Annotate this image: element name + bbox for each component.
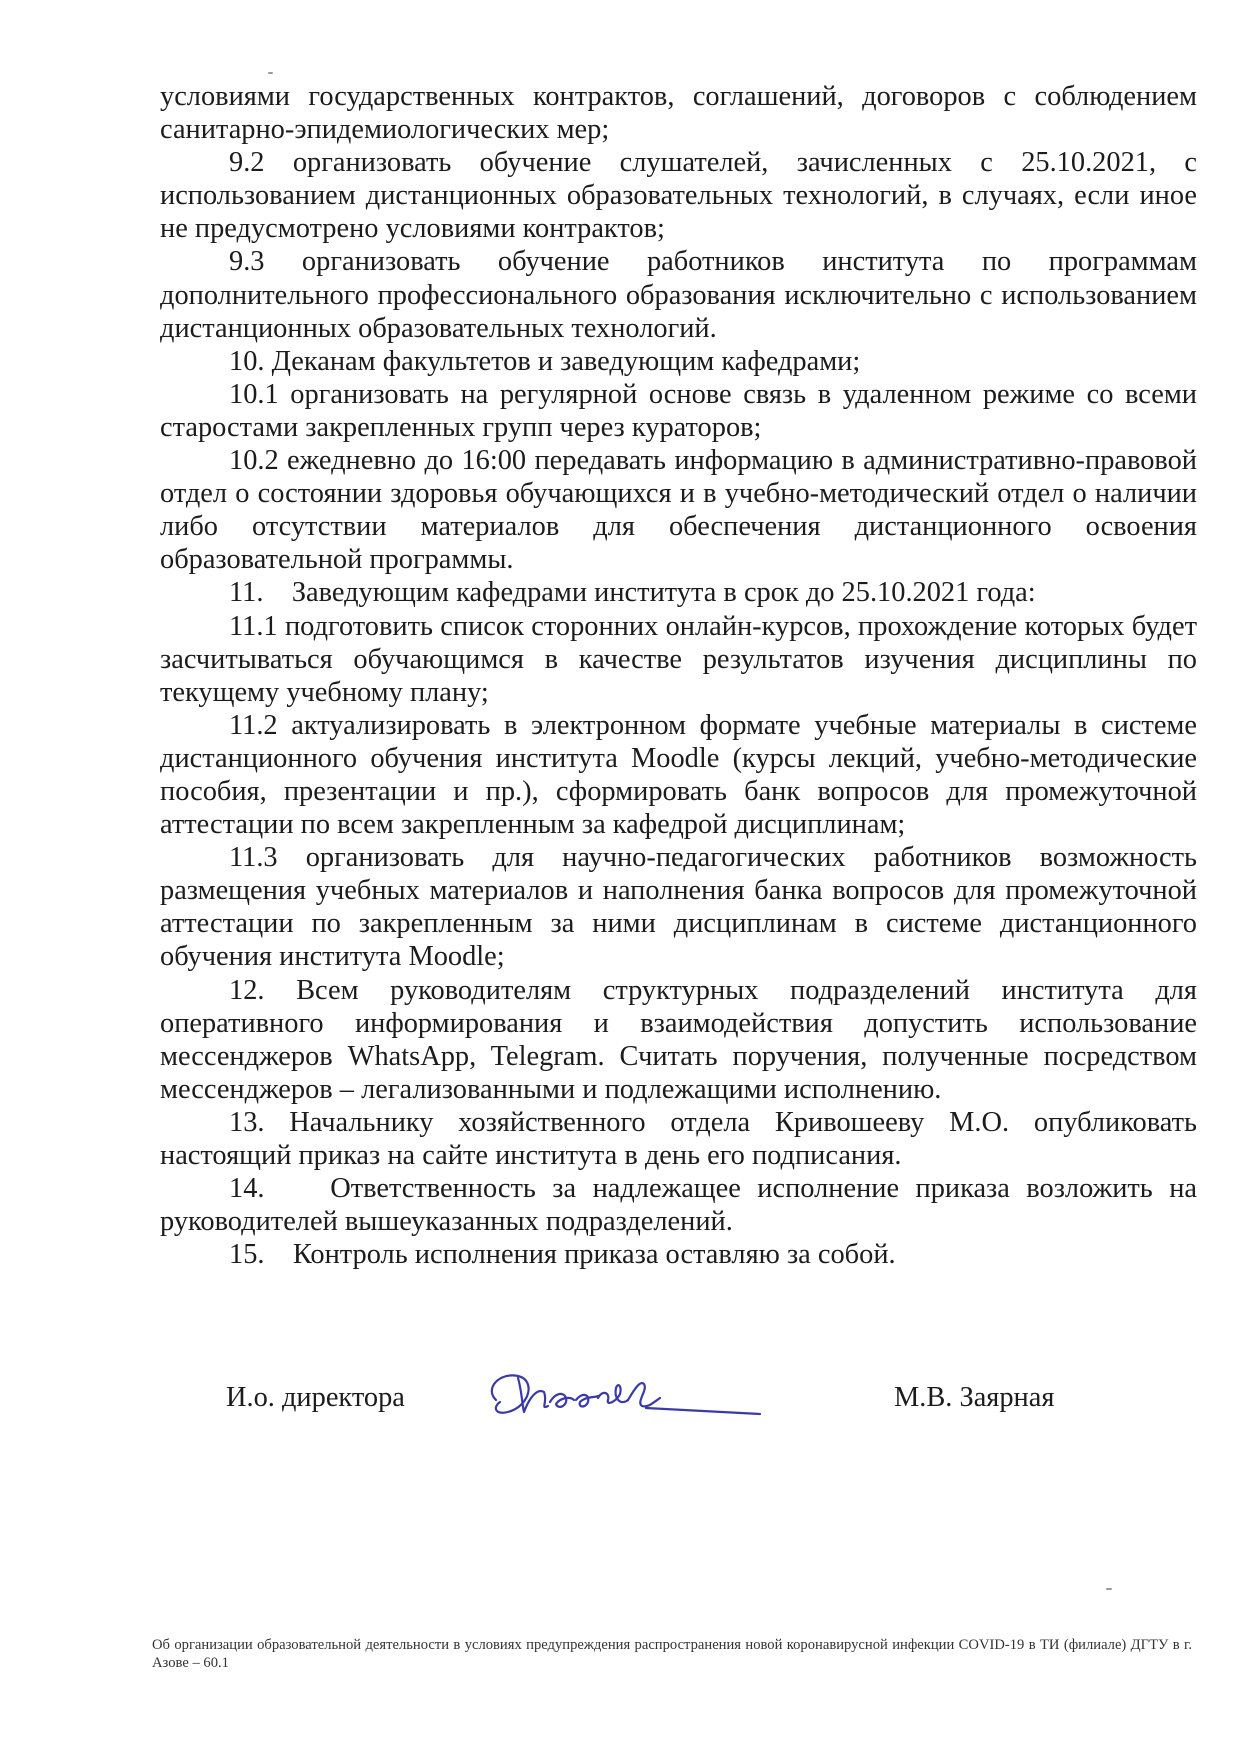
signatory-title: И.о. директора [226,1382,405,1413]
paragraph-11-1: 11.1 подготовить список сторонних онлайн-курсов, прохождение которых будет засчитываться обучающимся в качестве результатов изучения дисциплины по текущему учебному плану; [160,610,1197,708]
paragraph-10-2: 10.2 ежедневно до 16:00 передавать информацию в административно-правовой отдел о состоянии здоровья обучающихся и в учебно-методический отдел о наличии либо отсутствии материалов для обеспечения дистанционного освоения образовательной программы. [160,445,1197,576]
paragraph-10-1: 10.1 организовать на регулярной основе связь в удаленном режиме со всеми старостами закрепленных групп через кураторов; [160,378,1197,443]
paragraph-13: 13. Начальнику хозяйственного отдела Кривошееву М.О. опубликовать настоящий приказ на сайте института в день его подписания. [160,1106,1197,1171]
signatory-name: М.В. Заярная [894,1382,1055,1413]
document-footer: Об организации образовательной деятельности в условиях предупреждения распространения новой коронавирусной инфекции COVID-19 в ТИ (филиале) ДГТУ в г. Азове – 60.1 [152,1637,1192,1671]
document-body [160,80,1205,1271]
scan-speck [268,72,273,74]
scan-speck [1106,1588,1112,1590]
paragraph-15: 15. Контроль исполнения приказа оставляю за собой. [229,1239,896,1271]
paragraph-14: 14. Ответственность за надлежащее исполнение приказа возложить на руководителей вышеуказанных подразделений. [160,1173,1205,1238]
paragraph-11-3: 11.3 организовать для научно-педагогических работников возможность размещения учебных материалов и наполнения банка вопросов для промежуточной аттестации по закрепленным за ними дисциплинам в системе дистанционного обучения института Moodle; [160,842,1197,973]
paragraph-continuation: условиями государственных контрактов, соглашений, договоров с соблюдением санитарно-эпидемиологических мер; [160,81,1197,146]
paragraph-9-3: 9.3 организовать обучение работников института по программам дополнительного профессионального образования исключительно с использованием дистанционных образовательных технологий. [160,246,1197,344]
paragraph-9-2: 9.2 организовать обучение слушателей, зачисленных с 25.10.2021, с использованием дистанционных образовательных технологий, в случаях, если иное не предусмотрено условиями контрактов; [160,147,1197,245]
paragraph-12: 12. Всем руководителям структурных подразделений института для оперативного информирования и взаимодействия допустить использование мессенджеров WhatsApp, Telegram. Считать поручения, полученные посредством мессенджеров – легализованными и подлежащими исполнению. [160,974,1197,1105]
paragraph-11-2: 11.2 актуализировать в электронном формате учебные материалы в системе дистанционного обучения института Moodle (курсы лекций, учебно-методические пособия, презентации и пр.), сформировать банк вопросов для промежуточной аттестации по всем закрепленным за кафедрой дисциплинам; [160,709,1197,841]
paragraph-10: 10. Деканам факультетов и заведующим кафедрами; [229,345,861,377]
handwritten-signature [478,1362,768,1442]
paragraph-11: 11. Заведующим кафедрами института в срок до 25.10.2021 года: [229,577,1036,609]
